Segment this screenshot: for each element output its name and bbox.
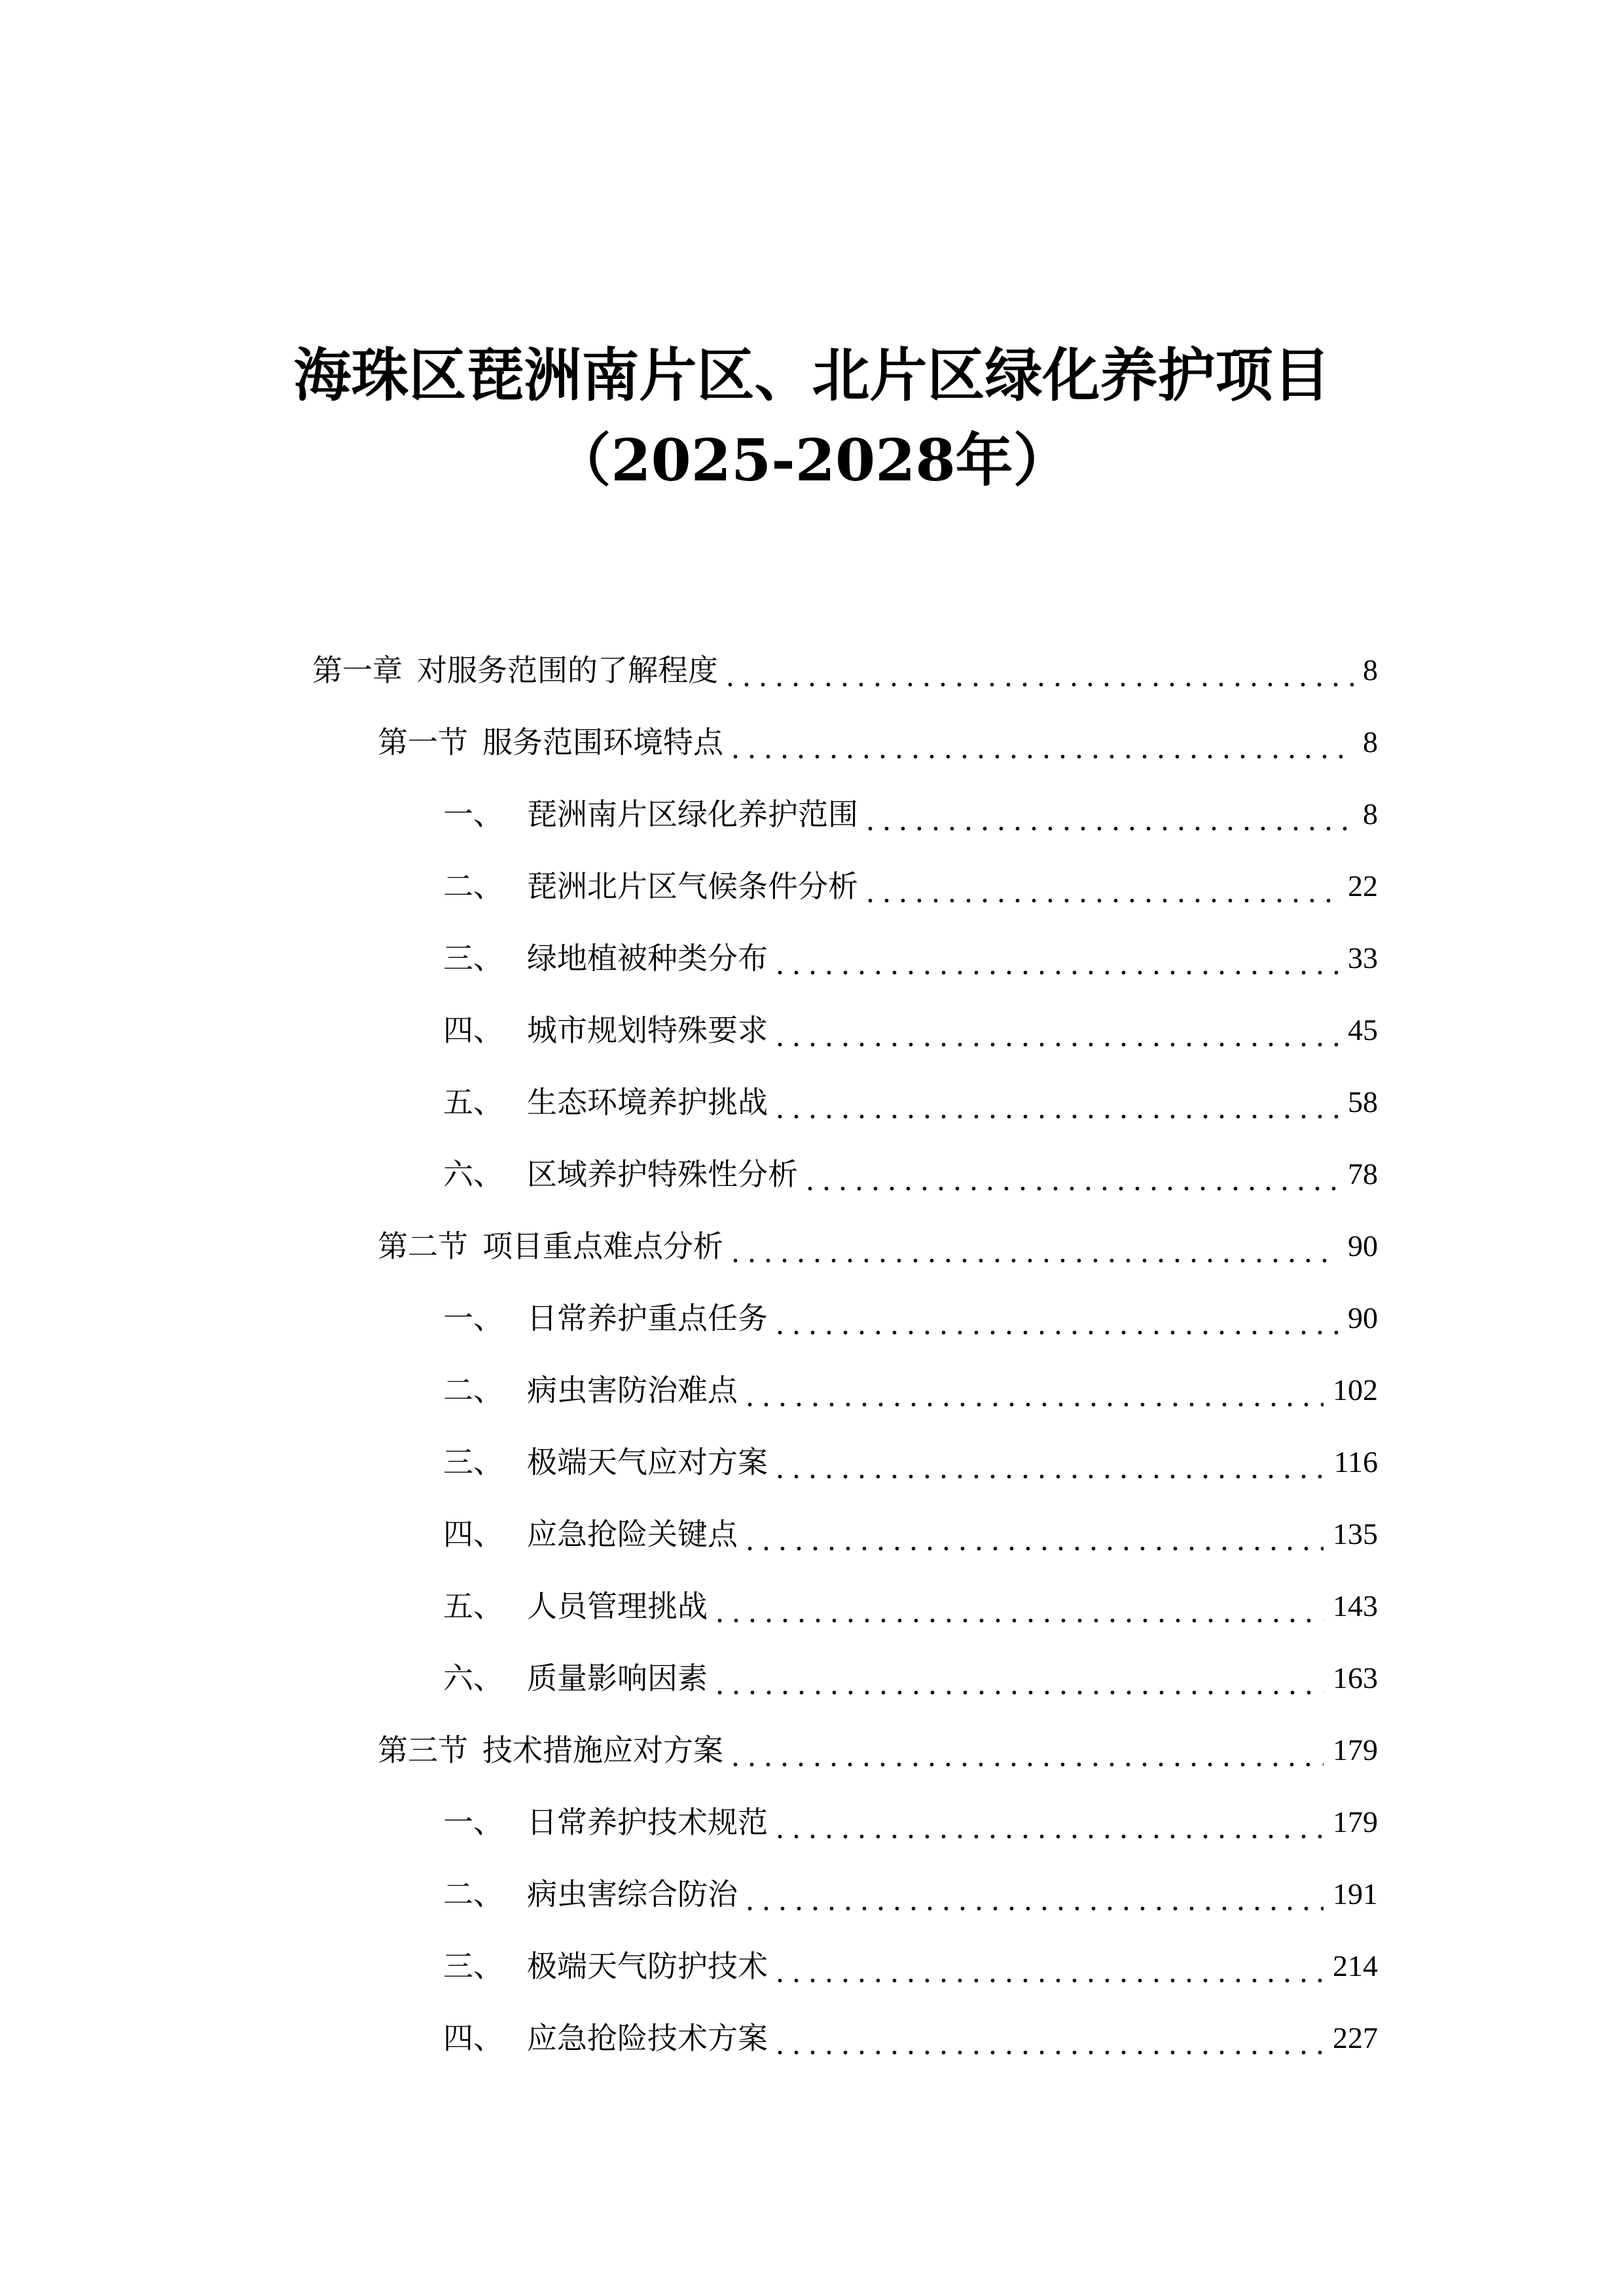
toc-entry-title: 极端天气防护技术 (527, 1948, 768, 1984)
toc-entry-page: 163 (1333, 1661, 1378, 1695)
toc-entry-title: 绿地植被种类分布 (527, 941, 768, 976)
toc-entry-item[interactable] (0, 1354, 1624, 1426)
document-title (0, 332, 1624, 503)
toc-entry-number: 二、 (443, 1372, 503, 1408)
dot-leader (772, 1282, 1339, 1354)
toc-entry-page: 90 (1348, 1229, 1378, 1263)
toc-entry-page: 191 (1333, 1877, 1378, 1910)
toc-entry-item[interactable] (0, 1426, 1624, 1498)
toc-entry-item[interactable] (0, 2002, 1624, 2074)
toc-entry-page: 45 (1348, 1013, 1378, 1047)
toc-entry-page: 214 (1333, 1949, 1378, 1982)
dot-leader (712, 1642, 1324, 1714)
toc-entry-title: 日常养护技术规范 (527, 1804, 768, 1840)
toc-entry-number: 六、 (443, 1157, 503, 1192)
toc-entry-item[interactable] (0, 1858, 1624, 1930)
toc-entry-item[interactable] (0, 1642, 1624, 1714)
toc-entry-title: 日常养护重点任务 (527, 1300, 768, 1336)
toc-entry-page: 179 (1333, 1733, 1378, 1767)
dot-leader (862, 850, 1339, 922)
toc-entry-title: 服务范围环境特点 (482, 725, 723, 760)
dot-leader (772, 2002, 1324, 2074)
toc-entry-section-2[interactable] (0, 1210, 1624, 1282)
toc-entry-page: 227 (1333, 2021, 1378, 2054)
dot-leader (727, 1714, 1324, 1786)
dot-leader (727, 706, 1354, 778)
dot-leader (742, 1858, 1324, 1930)
toc-entry-number: 一、 (443, 1300, 503, 1336)
toc-entry-title: 对服务范围的了解程度 (417, 653, 718, 688)
toc-entry-item[interactable] (0, 994, 1624, 1066)
toc-entry-page: 78 (1348, 1157, 1378, 1191)
toc-entry-number: 第一节 (378, 725, 468, 760)
toc-entry-number: 六、 (443, 1660, 503, 1696)
toc-entry-page: 102 (1333, 1373, 1378, 1407)
toc-entry-number: 第二节 (378, 1229, 468, 1264)
toc-entry-title: 项目重点难点分析 (482, 1229, 723, 1264)
toc-entry-number: 五、 (443, 1085, 503, 1120)
toc-entry-item[interactable] (0, 1282, 1624, 1354)
dot-leader (772, 994, 1339, 1066)
toc-entry-page: 22 (1348, 869, 1378, 903)
toc-entry-item[interactable] (0, 1138, 1624, 1210)
dot-leader (772, 1786, 1324, 1858)
toc-entry-page: 135 (1333, 1517, 1378, 1551)
toc-entry-number: 三、 (443, 1444, 503, 1480)
toc-entry-item[interactable] (0, 1498, 1624, 1570)
dot-leader (802, 1138, 1339, 1210)
toc-entry-number: 四、 (443, 1516, 503, 1552)
toc-entry-number: 一、 (443, 1804, 503, 1840)
toc-entry-item[interactable] (0, 1930, 1624, 2002)
toc-entry-item[interactable] (0, 1786, 1624, 1858)
toc-entry-page: 116 (1333, 1445, 1378, 1479)
toc-entry-page: 8 (1363, 653, 1378, 687)
toc-entry-number: 二、 (443, 869, 503, 904)
toc-entry-title: 极端天气应对方案 (527, 1444, 768, 1480)
dot-leader (772, 1930, 1324, 2002)
toc-entry-title: 技术措施应对方案 (482, 1732, 723, 1768)
toc-entry-title: 城市规划特殊要求 (527, 1013, 768, 1048)
toc-entry-number: 第三节 (378, 1732, 468, 1768)
toc-entry-number: 四、 (443, 1013, 503, 1048)
toc-entry-title: 病虫害防治难点 (527, 1372, 738, 1408)
dot-leader (712, 1570, 1324, 1642)
toc-entry-title: 应急抢险技术方案 (527, 2020, 768, 2056)
toc-entry-title: 应急抢险关键点 (527, 1516, 738, 1552)
toc-entry-page: 143 (1333, 1589, 1378, 1623)
title-line-2: （2025-2028年） (553, 426, 1071, 494)
toc-entry-number: 第一章 (312, 653, 403, 688)
toc-entry-item[interactable] (0, 850, 1624, 922)
toc-entry-page: 8 (1363, 797, 1378, 831)
dot-leader (772, 922, 1339, 994)
dot-leader (742, 1354, 1324, 1426)
toc-entry-number: 二、 (443, 1876, 503, 1912)
toc-entry-number: 五、 (443, 1588, 503, 1624)
toc-entry-page: 179 (1333, 1805, 1378, 1839)
dot-leader (727, 1210, 1339, 1282)
title-line-1: 海珠区琵洲南片区、北片区绿化养护项目 (293, 341, 1331, 409)
toc-entry-number: 一、 (443, 797, 503, 832)
dot-leader (772, 1066, 1339, 1138)
table-of-contents (0, 634, 1624, 2074)
toc-entry-number: 三、 (443, 1948, 503, 1984)
toc-entry-page: 33 (1348, 941, 1378, 975)
toc-entry-title: 琵洲北片区气候条件分析 (527, 869, 858, 904)
toc-entry-title: 生态环境养护挑战 (527, 1085, 768, 1120)
dot-leader (772, 1426, 1325, 1498)
toc-entry-number: 三、 (443, 941, 503, 976)
toc-entry-item[interactable] (0, 1570, 1624, 1642)
dot-leader (722, 634, 1354, 706)
dot-leader (742, 1498, 1324, 1570)
toc-entry-title: 琵洲南片区绿化养护范围 (527, 797, 858, 832)
toc-entry-section-1[interactable] (0, 706, 1624, 778)
toc-entry-title: 病虫害综合防治 (527, 1876, 738, 1912)
toc-entry-item[interactable] (0, 778, 1624, 850)
toc-entry-item[interactable] (0, 1066, 1624, 1138)
toc-entry-page: 58 (1348, 1085, 1378, 1119)
toc-entry-section-3[interactable] (0, 1714, 1624, 1786)
toc-entry-page: 8 (1363, 725, 1378, 759)
toc-entry-title: 人员管理挑战 (527, 1588, 708, 1624)
dot-leader (862, 778, 1354, 850)
toc-entry-item[interactable] (0, 922, 1624, 994)
toc-entry-title: 质量影响因素 (527, 1660, 708, 1696)
toc-entry-number: 四、 (443, 2020, 503, 2056)
toc-entry-page: 90 (1348, 1301, 1378, 1335)
toc-entry-title: 区域养护特殊性分析 (527, 1157, 798, 1192)
toc-entry-chapter-1[interactable] (0, 634, 1624, 706)
